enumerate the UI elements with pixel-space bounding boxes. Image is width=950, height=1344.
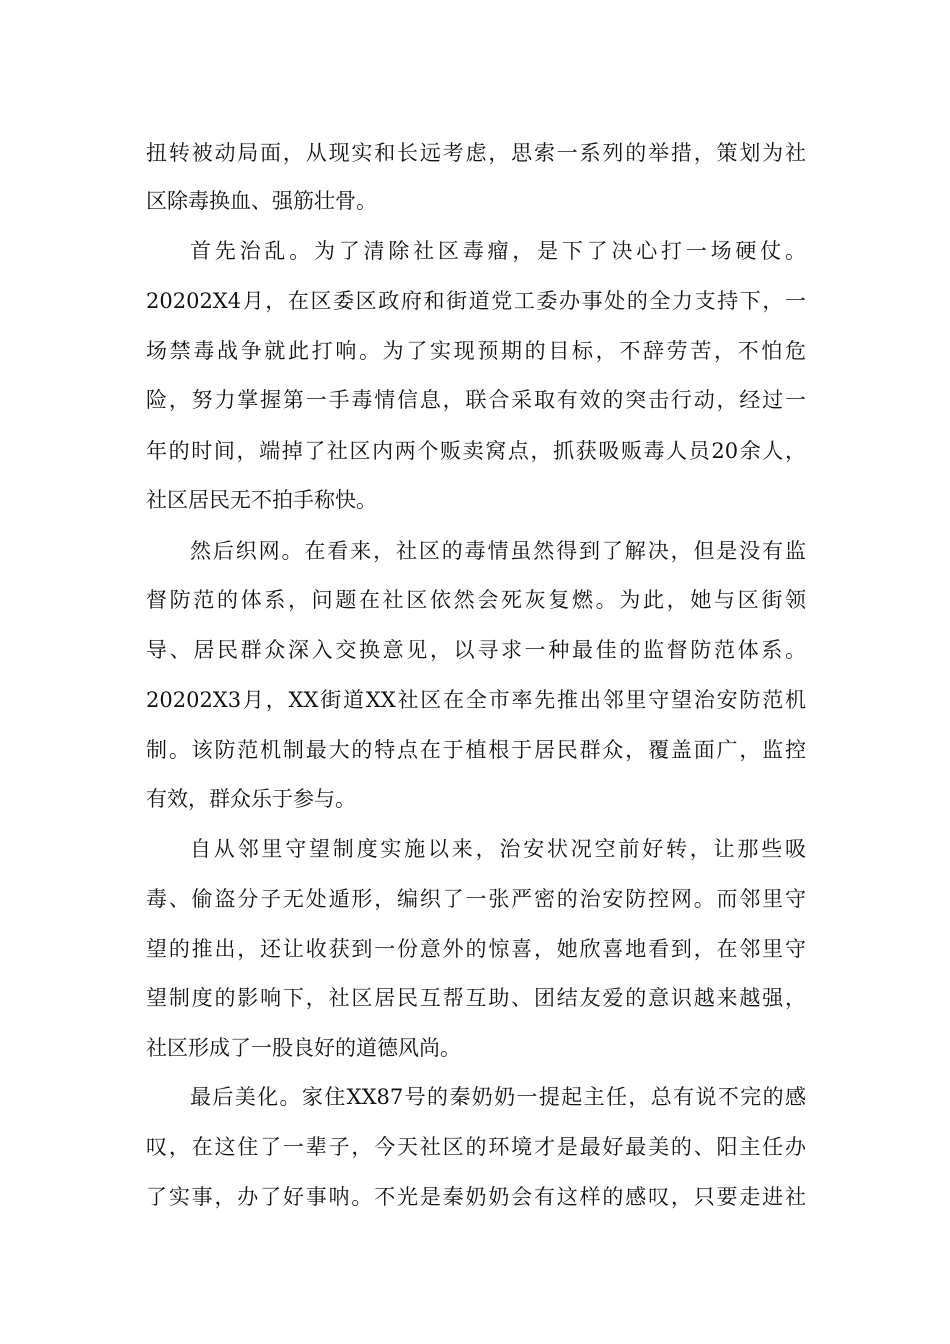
paragraph-4-line-3: 望的推出，还让收获到一份意外的惊喜，她欣喜地看到，在邻里守 bbox=[146, 937, 806, 961]
paragraph-4-line-4: 望制度的影响下，社区居民互帮互助、团结友爱的意识越来越强， bbox=[146, 986, 806, 1010]
paragraph-5-line-1: 最后美化。家住XX87号的秦奶奶一提起主任，总有说不完的感 bbox=[190, 1085, 806, 1109]
paragraph-1-line-2: 区除毒换血、强筋壮骨。 bbox=[146, 189, 377, 213]
paragraph-3-line-1: 然后织网。在看来，社区的毒情虽然得到了解决，但是没有监 bbox=[190, 539, 806, 563]
paragraph-5-line-2: 叹，在这住了一辈子，今天社区的环境才是最好最美的、阳主任办 bbox=[146, 1135, 806, 1159]
paragraph-4-line-5: 社区形成了一股良好的道德风尚。 bbox=[146, 1036, 461, 1060]
paragraph-3-line-4: 20202X3月，XX街道XX社区在全市率先推出邻里守望治安防范机 bbox=[146, 688, 806, 712]
paragraph-2-line-3: 场禁毒战争就此打响。为了实现预期的目标，不辞劳苦，不怕危 bbox=[146, 339, 806, 363]
paragraph-3-line-5: 制。该防范机制最大的特点在于植根于居民群众，覆盖面广，监控 bbox=[146, 738, 806, 762]
paragraph-1-line-1: 扭转被动局面，从现实和长远考虑，思索一系列的举措，策划为社 bbox=[146, 141, 806, 165]
paragraph-2-line-4: 险，努力掌握第一手毒情信息，联合采取有效的突击行动，经过一 bbox=[146, 388, 806, 412]
paragraph-3-line-2: 督防范的体系，问题在社区依然会死灰复燃。为此，她与区街领 bbox=[146, 588, 806, 612]
paragraph-3-line-6: 有效，群众乐于参与。 bbox=[146, 787, 356, 811]
paragraph-4-line-1: 自从邻里守望制度实施以来，治安状况空前好转，让那些吸 bbox=[190, 837, 806, 861]
paragraph-4-line-2: 毒、偷盗分子无处遁形，编织了一张严密的治安防控网。而邻里守 bbox=[146, 887, 806, 911]
paragraph-5-line-3: 了实事，办了好事呐。不光是秦奶奶会有这样的感叹，只要走进社 bbox=[146, 1185, 806, 1209]
paragraph-2-line-2: 20202X4月，在区委区政府和街道党工委办事处的全力支持下，一 bbox=[146, 289, 806, 313]
paragraph-2-line-1: 首先治乱。为了清除社区毒瘤，是下了决心打一场硬仗。 bbox=[190, 239, 806, 263]
paragraph-2-line-5: 年的时间，端掉了社区内两个贩卖窝点，抓获吸贩毒人员20余人， bbox=[146, 439, 806, 463]
paragraph-3-line-3: 导、居民群众深入交换意见，以寻求一种最佳的监督防范体系。 bbox=[146, 638, 806, 662]
paragraph-2-line-6: 社区居民无不拍手称快。 bbox=[146, 488, 377, 512]
